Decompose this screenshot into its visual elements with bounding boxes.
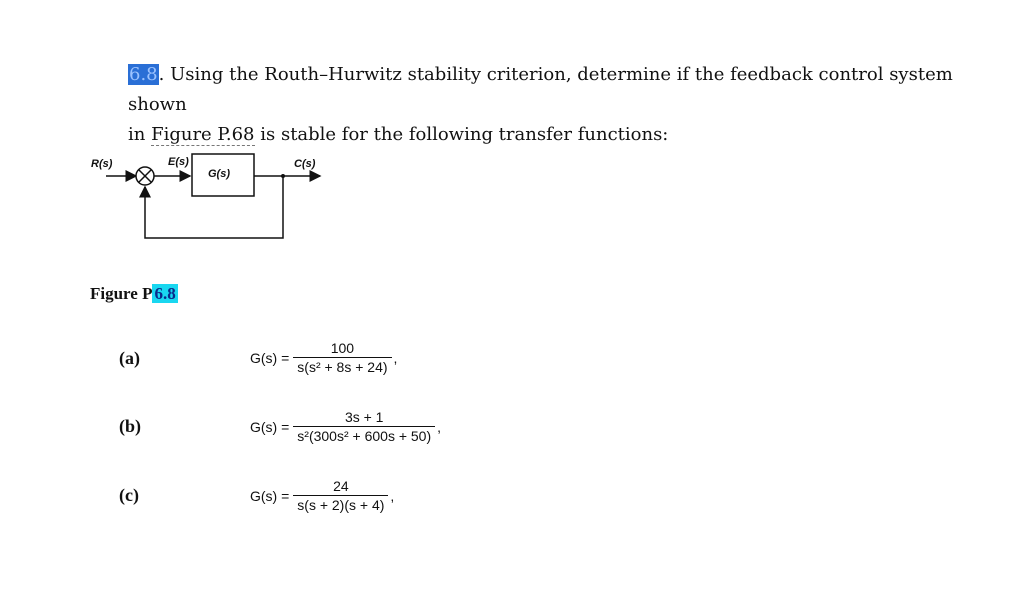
output-label: C(s): [294, 158, 316, 170]
error-label: E(s): [168, 156, 189, 168]
problem-line-1: [128, 60, 1008, 120]
figure-reference-link[interactable]: Figure P.68: [151, 124, 255, 145]
part-c-label: (c): [119, 485, 139, 505]
equation-a-suffix: ,: [393, 349, 398, 366]
feedback-block-diagram: [88, 148, 338, 248]
equation-b-lhs: G(s) =: [250, 418, 290, 435]
block-label: G(s): [208, 168, 230, 180]
part-b-label: (b): [119, 416, 141, 436]
equation-b-numerator: 3s + 1: [344, 409, 384, 425]
equation-c-denominator: s(s + 2)(s + 4): [293, 495, 388, 513]
equation-a-lhs: G(s) =: [250, 349, 290, 366]
equation-b-denominator: s²(300s² + 600s + 50): [293, 426, 435, 444]
equation-b-suffix: ,: [437, 418, 442, 435]
equation-a: [250, 340, 397, 375]
equation-c-numerator: 24: [333, 478, 349, 494]
problem-text-line-2: is stable for the following transfer functions:: [254, 124, 669, 145]
equation-a-numerator: 100: [330, 340, 355, 356]
equation-c-suffix: ,: [390, 487, 395, 504]
equation-b-fraction: [293, 409, 435, 444]
equation-c: [250, 478, 394, 513]
problem-statement: [128, 60, 1008, 150]
input-label: R(s): [91, 158, 113, 170]
part-a-label: (a): [119, 348, 140, 368]
figure-caption: [90, 284, 178, 304]
problem-number: 6.8: [129, 64, 158, 85]
equation-a-fraction: [293, 340, 391, 375]
equation-a-denominator: s(s² + 8s + 24): [293, 357, 391, 375]
figure-caption-prefix: Figure P: [90, 284, 153, 303]
equation-c-lhs: G(s) =: [250, 487, 290, 504]
equation-c-fraction: [293, 478, 388, 513]
figure-caption-number: 6.8: [154, 284, 176, 303]
equation-b: [250, 409, 441, 444]
problem-text-line-1: . Using the Routh–Hurwitz stability criterion, determine if the feedback control system shown: [128, 64, 953, 115]
problem-line-2: [128, 120, 1008, 150]
problem-text-in: in: [128, 124, 152, 145]
